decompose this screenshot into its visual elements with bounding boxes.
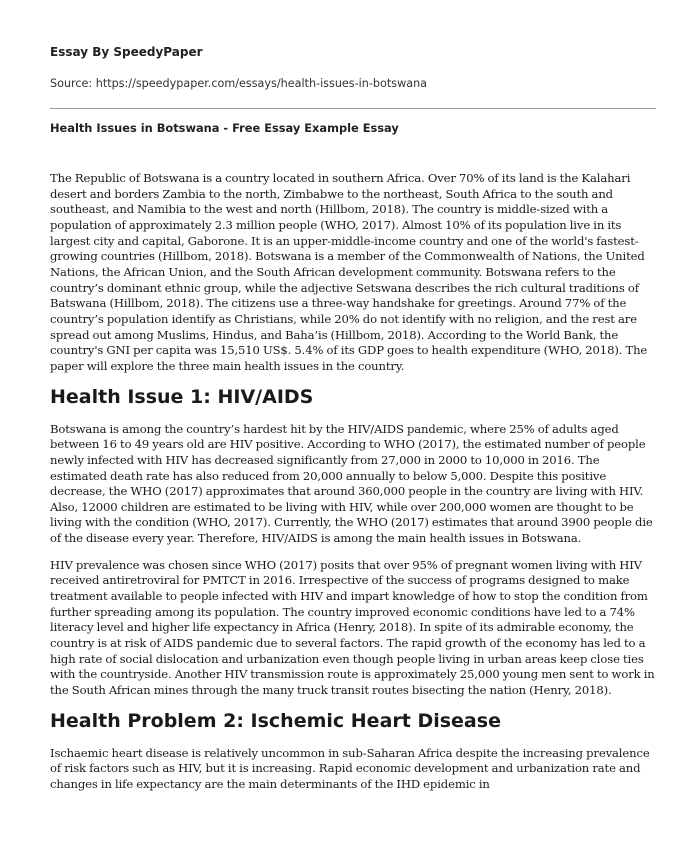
ihd-paragraph: Ischaemic heart disease is relatively uncommon in sub-Saharan Africa despite the increasing prevalence of risk factors such as HIV, but it is increasing. Rapid economic development and urbanization rate and changes in life expectancy are the main determinants of the IHD epidemic in	[50, 745, 650, 791]
source-url[interactable]: Source: https://speedypaper.com/essays/health-issues-in-botswana	[50, 77, 428, 90]
section-heading-hiv-aids: Health Issue 1: HIV/AIDS	[50, 385, 314, 408]
essay-body	[50, 171, 656, 793]
hiv-paragraph-1: Botswana is among the country’s hardest hit by the HIV/AIDS pandemic, where 25% of adults aged between 16 to 49 years old are HIV positive. According to WHO (2017), the estimated number of people newly infected with HIV has decreased significantly from 27,000 in 2000 to 10,000 in 2016. The estimated death rate has also reduced from 20,000 annually to below 5,000. Despite this positive decrease, the WHO (2017) approximates that around 360,000 people in the country are living with HIV. Also, 12000 children are estimated to be living with HIV, while over 200,000 women are thought to be living with the condition (WHO, 2017). Currently, the WHO (2017) estimates that around 3900 people die of the disease every year. Therefore, HIV/AIDS is among the main health issues in Botswana.	[50, 421, 653, 546]
brand-label: Essay By SpeedyPaper	[50, 45, 203, 59]
header-divider	[50, 108, 656, 109]
section-heading-ischemic-heart-disease: Health Problem 2: Ischemic Heart Disease	[50, 709, 501, 732]
hiv-paragraph-2: HIV prevalence was chosen since WHO (2017) posits that over 95% of pregnant women living with HIV received antiretroviral for PMTCT in 2016. Irrespective of the success of programs designed to make treatment available to people infected with HIV and impart knowledge of how to stop the condition from further spreading among its population. The country improved economic conditions have led to a 74% literacy level and higher life expectancy in Africa (Henry, 2018). In spite of its admirable economy, the country is at risk of AIDS pandemic due to several factors. The rapid growth of the economy has led to a high rate of social dislocation and urbanization even though people living in urban areas keep close ties with the countryside. Another HIV transmission route is approximately 25,000 young men sent to work in the South African mines through the many truck transit routes bisecting the nation (Henry, 2018).	[50, 557, 655, 698]
intro-paragraph: The Republic of Botswana is a country located in southern Africa. Over 70% of its land is the Kalahari desert and borders Zambia to the north, Zimbabwe to the northeast, South Africa to the south and southeast, and Namibia to the west and north (Hillbom, 2018). The country is middle-sized with a population of approximately 2.3 million people (WHO, 2017). Almost 10% of its population live in its largest city and capital, Gaborone. It is an upper-middle-income country and one of the world's fastest-growing countries (Hillbom, 2018). Botswana is a member of the Commonwealth of Nations, the United Nations, the African Union, and the South African development community. Botswana refers to the country’s dominant ethnic group, while the adjective Setswana describes the rich cultural traditions of Batswana (Hillbom, 2018). The citizens use a three-way handshake for greetings. Around 77% of the country’s population identify as Christians, while 20% do not identify with no religion, and the rest are spread out among Muslims, Hindus, and Baha’is (Hillbom, 2018). According to the World Bank, the country's GNI per capita was 15,510 US$. 5.4% of its GDP goes to health expenditure (WHO, 2018). The paper will explore the three main health issues in the country.	[50, 171, 648, 373]
essay-title: Health Issues in Botswana - Free Essay Example Essay	[50, 121, 399, 135]
